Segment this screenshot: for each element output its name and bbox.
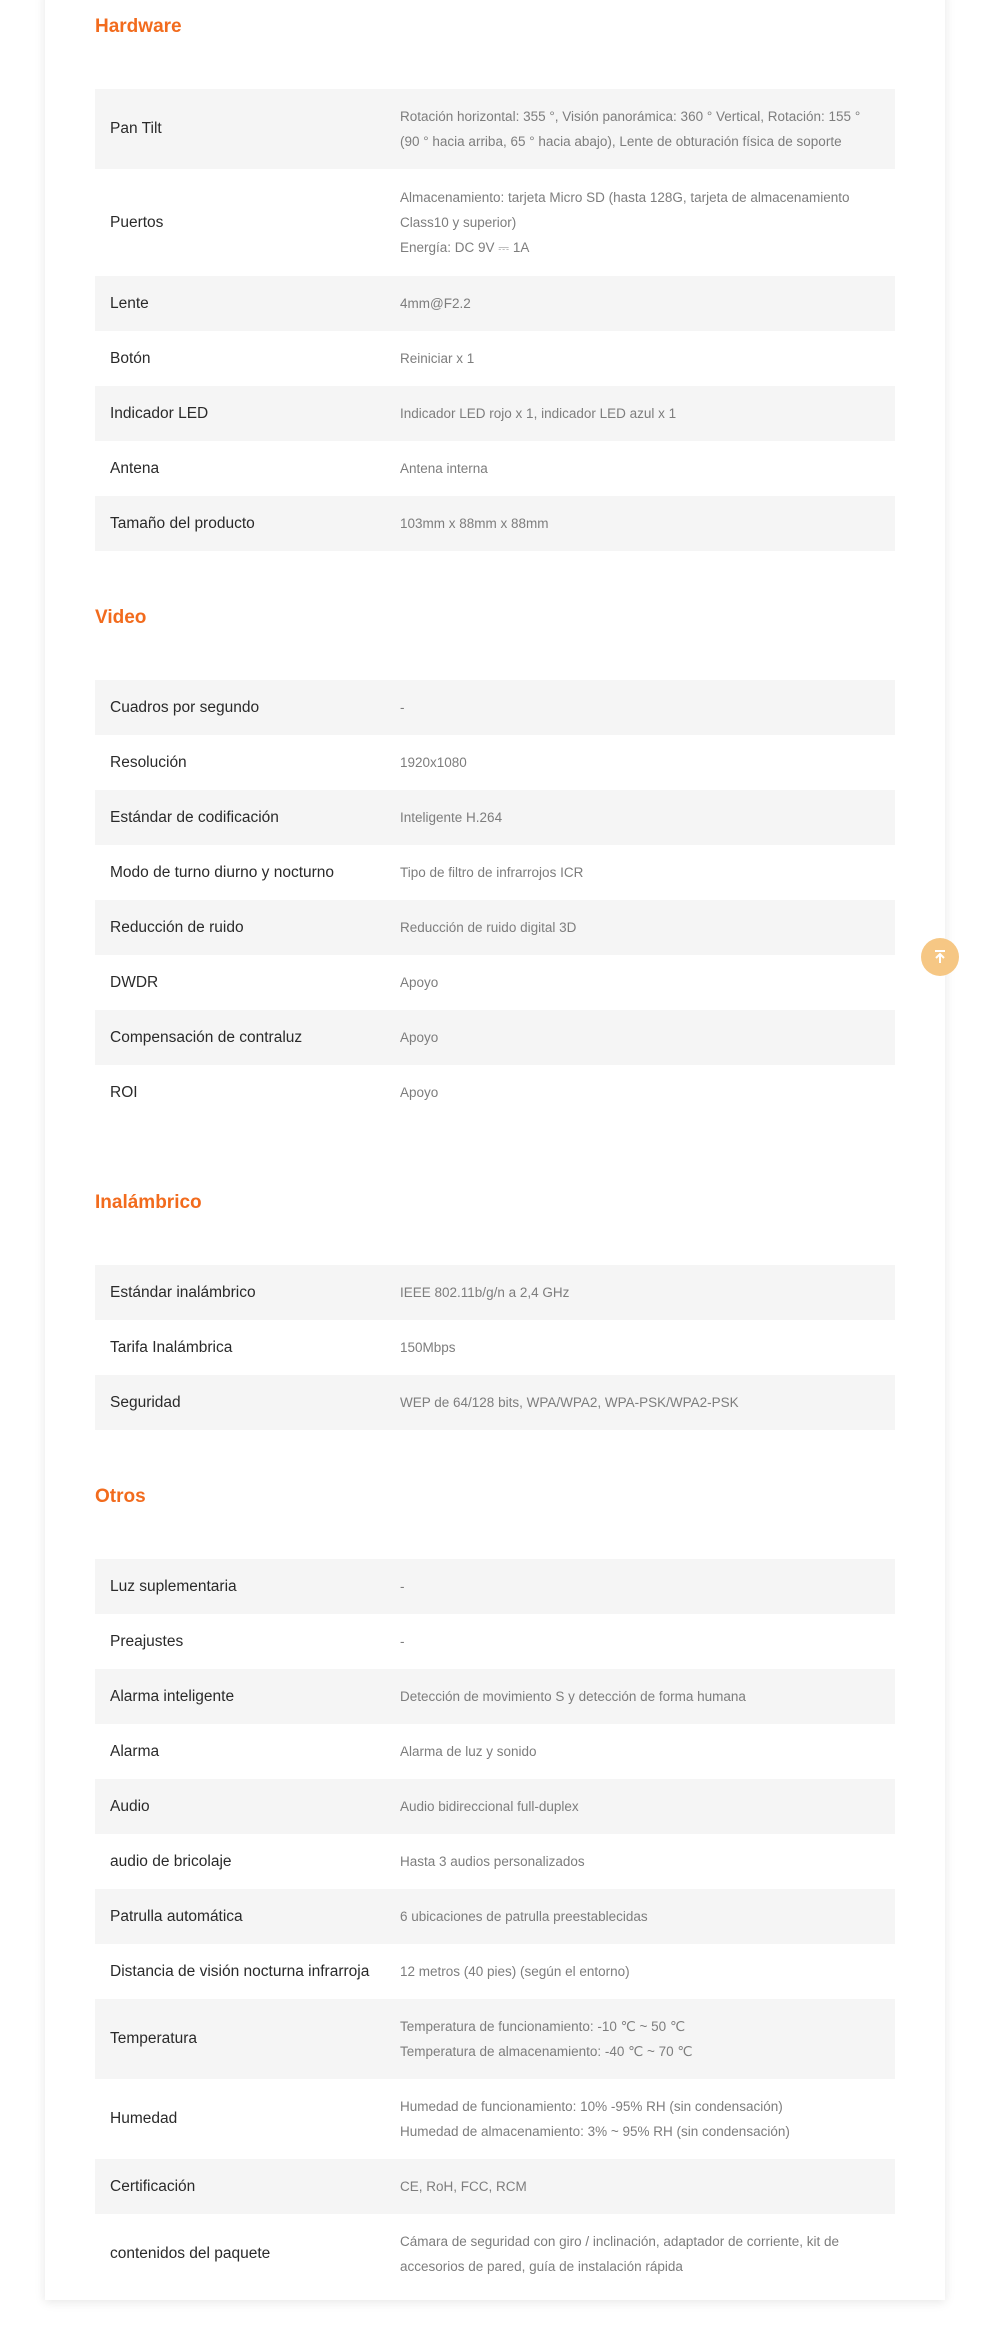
spec-value-line: Antena interna xyxy=(400,461,488,476)
spec-row xyxy=(95,1065,895,1120)
spec-value-line: IEEE 802.11b/g/n a 2,4 GHz xyxy=(400,1285,570,1300)
spec-value xyxy=(400,1629,895,1654)
spec-value-line: Audio bidireccional full-duplex xyxy=(400,1799,579,1814)
spec-label: Resolución xyxy=(110,753,187,771)
spec-row xyxy=(95,1320,895,1375)
spec-value xyxy=(400,2014,895,2064)
spec-label: Botón xyxy=(110,349,151,367)
spec-value-line: 150Mbps xyxy=(400,1340,456,1355)
spec-row xyxy=(95,1834,895,1889)
spec-value-line: Indicador LED rojo x 1, indicador LED azul x 1 xyxy=(400,406,677,421)
spec-row xyxy=(95,1010,895,1065)
spec-row xyxy=(95,1779,895,1834)
spec-value-line: Apoyo xyxy=(400,975,439,990)
spec-value xyxy=(400,185,895,260)
spec-label: Luz suplementaria xyxy=(110,1577,237,1595)
spec-value xyxy=(400,511,895,536)
spec-section-video xyxy=(95,603,895,1120)
spec-label: ROI xyxy=(110,1083,138,1101)
spec-label: contenidos del paquete xyxy=(110,2245,271,2262)
spec-label: Cuadros por segundo xyxy=(110,698,260,716)
spec-row xyxy=(95,2079,895,2159)
spec-value-line: - xyxy=(400,700,405,715)
spec-row xyxy=(95,276,895,331)
spec-row xyxy=(95,735,895,790)
spec-row xyxy=(95,1559,895,1614)
spec-table xyxy=(95,1559,895,2294)
spec-label: Patrulla automática xyxy=(110,1907,243,1925)
spec-value xyxy=(400,456,895,481)
spec-value-line: Rotación horizontal: 355 °, Visión panorámica: 360 ° Vertical, Rotación: 155 ° xyxy=(400,109,861,124)
spec-value xyxy=(400,1390,895,1415)
spec-value xyxy=(400,2229,895,2279)
spec-value xyxy=(400,1080,895,1105)
spec-value-line: 4mm@F2.2 xyxy=(400,296,471,311)
spec-value-line: accesorios de pared, guía de instalación rápida xyxy=(400,2259,683,2274)
spec-row xyxy=(95,331,895,386)
spec-label: Modo de turno diurno y nocturno xyxy=(110,863,335,881)
spec-value xyxy=(400,1335,895,1360)
spec-label: Lente xyxy=(110,294,149,312)
spec-row xyxy=(95,2159,895,2214)
spec-value-line: 1920x1080 xyxy=(400,755,467,770)
spec-value xyxy=(400,860,895,885)
spec-value-line: 6 ubicaciones de patrulla preestablecidas xyxy=(400,1909,648,1924)
spec-value-line: Alarma de luz y sonido xyxy=(400,1744,537,1759)
spec-row xyxy=(95,790,895,845)
spec-value-line: Temperatura de funcionamiento: -10 ℃ ~ 50 ℃ xyxy=(400,2019,686,2034)
spec-row xyxy=(95,1669,895,1724)
spec-value xyxy=(400,805,895,830)
spec-row xyxy=(95,1265,895,1320)
spec-row xyxy=(95,955,895,1010)
spec-label: Reducción de ruido xyxy=(110,918,244,936)
spec-section-hardware xyxy=(95,12,895,551)
spec-value xyxy=(400,401,895,426)
spec-label: Humedad xyxy=(110,2110,178,2127)
spec-value-line: Hasta 3 audios personalizados xyxy=(400,1854,585,1869)
spec-value-line: Reducción de ruido digital 3D xyxy=(400,920,577,935)
section-title: Otros xyxy=(95,1486,146,1507)
spec-value-line: WEP de 64/128 bits, WPA/WPA2, WPA-PSK/WPA2-PSK xyxy=(400,1395,739,1410)
spec-value-line: - xyxy=(400,1579,405,1594)
spec-value xyxy=(400,291,895,316)
spec-row xyxy=(95,680,895,735)
spec-row xyxy=(95,845,895,900)
spec-value xyxy=(400,695,895,720)
spec-label: Seguridad xyxy=(110,1393,181,1411)
spec-value-line: Class10 y superior) xyxy=(400,215,517,230)
spec-row xyxy=(95,386,895,441)
spec-label: Estándar inalámbrico xyxy=(110,1283,256,1301)
spec-row xyxy=(95,1944,895,1999)
spec-section-inal-mbrico xyxy=(95,1188,895,1430)
spec-value-line: Humedad de almacenamiento: 3% ~ 95% RH (sin condensación) xyxy=(400,2124,790,2139)
spec-section-otros xyxy=(95,1482,895,2294)
spec-value xyxy=(400,2174,895,2199)
back-to-top-button[interactable] xyxy=(921,938,959,976)
spec-value xyxy=(400,104,895,154)
spec-row xyxy=(95,900,895,955)
spec-label: Estándar de codificación xyxy=(110,808,279,826)
spec-value-line: Almacenamiento: tarjeta Micro SD (hasta 128G, tarjeta de almacenamiento xyxy=(400,190,850,205)
spec-row xyxy=(95,441,895,496)
spec-row xyxy=(95,1375,895,1430)
spec-label: Tarifa Inalámbrica xyxy=(110,1338,233,1356)
spec-label: Temperatura xyxy=(110,2030,198,2047)
spec-value-line: Inteligente H.264 xyxy=(400,810,503,825)
spec-value-line: Apoyo xyxy=(400,1085,439,1100)
spec-value-line: 103mm x 88mm x 88mm xyxy=(400,516,549,531)
spec-label: Certificación xyxy=(110,2177,196,2195)
spec-value xyxy=(400,1574,895,1599)
spec-table xyxy=(95,680,895,1120)
spec-label: Alarma inteligente xyxy=(110,1687,235,1705)
spec-label: Tamaño del producto xyxy=(110,514,255,532)
spec-value-line: Humedad de funcionamiento: 10% -95% RH (sin condensación) xyxy=(400,2099,783,2114)
spec-row xyxy=(95,1614,895,1669)
spec-value xyxy=(400,1739,895,1764)
spec-row xyxy=(95,1889,895,1944)
spec-label: Compensación de contraluz xyxy=(110,1028,303,1046)
spec-label: Indicador LED xyxy=(110,404,209,422)
spec-row xyxy=(95,1724,895,1779)
spec-value xyxy=(400,1025,895,1050)
spec-value-line: Temperatura de almacenamiento: -40 ℃ ~ 70 ℃ xyxy=(400,2044,693,2059)
spec-table xyxy=(95,1265,895,1430)
spec-value xyxy=(400,1849,895,1874)
spec-value-line: - xyxy=(400,1634,405,1649)
spec-row xyxy=(95,1999,895,2079)
spec-label: Audio xyxy=(110,1797,150,1815)
spec-value-line: Tipo de filtro de infrarrojos ICR xyxy=(400,865,584,880)
spec-value xyxy=(400,346,895,371)
section-title: Hardware xyxy=(95,16,182,37)
spec-value xyxy=(400,1959,895,1984)
spec-table xyxy=(95,89,895,551)
spec-value xyxy=(400,750,895,775)
spec-row xyxy=(95,169,895,276)
spec-value xyxy=(400,915,895,940)
spec-value-line: Apoyo xyxy=(400,1030,439,1045)
spec-value xyxy=(400,1794,895,1819)
spec-value xyxy=(400,1904,895,1929)
section-title: Inalámbrico xyxy=(95,1192,202,1213)
spec-label: Puertos xyxy=(110,213,164,231)
spec-label: Pan Tilt xyxy=(110,120,162,137)
spec-label: Alarma xyxy=(110,1742,160,1760)
spec-value-line: Cámara de seguridad con giro / inclinación, adaptador de corriente, kit de xyxy=(400,2234,840,2249)
spec-value xyxy=(400,1280,895,1305)
spec-label: Antena xyxy=(110,459,160,477)
arrow-to-top-icon xyxy=(932,949,948,965)
spec-row xyxy=(95,2214,895,2294)
spec-value xyxy=(400,2094,895,2144)
spec-label: audio de bricolaje xyxy=(110,1852,232,1870)
spec-value-line: 12 metros (40 pies) (según el entorno) xyxy=(400,1964,630,1979)
spec-value xyxy=(400,1684,895,1709)
spec-value xyxy=(400,970,895,995)
spec-row xyxy=(95,89,895,169)
spec-value-line: (90 ° hacia arriba, 65 ° hacia abajo), Lente de obturación física de soporte xyxy=(400,134,842,149)
spec-value-line: Detección de movimiento S y detección de forma humana xyxy=(400,1689,746,1704)
section-title: Video xyxy=(95,607,147,628)
spec-value-line: Reiniciar x 1 xyxy=(400,351,475,366)
spec-label: Preajustes xyxy=(110,1632,184,1650)
spec-value-line: CE, RoH, FCC, RCM xyxy=(400,2179,527,2194)
spec-value-line: Energía: DC 9V ⎓ 1A xyxy=(400,240,530,255)
spec-label: Distancia de visión nocturna infrarroja xyxy=(110,1962,370,1980)
spec-label: DWDR xyxy=(110,973,159,991)
spec-row xyxy=(95,496,895,551)
